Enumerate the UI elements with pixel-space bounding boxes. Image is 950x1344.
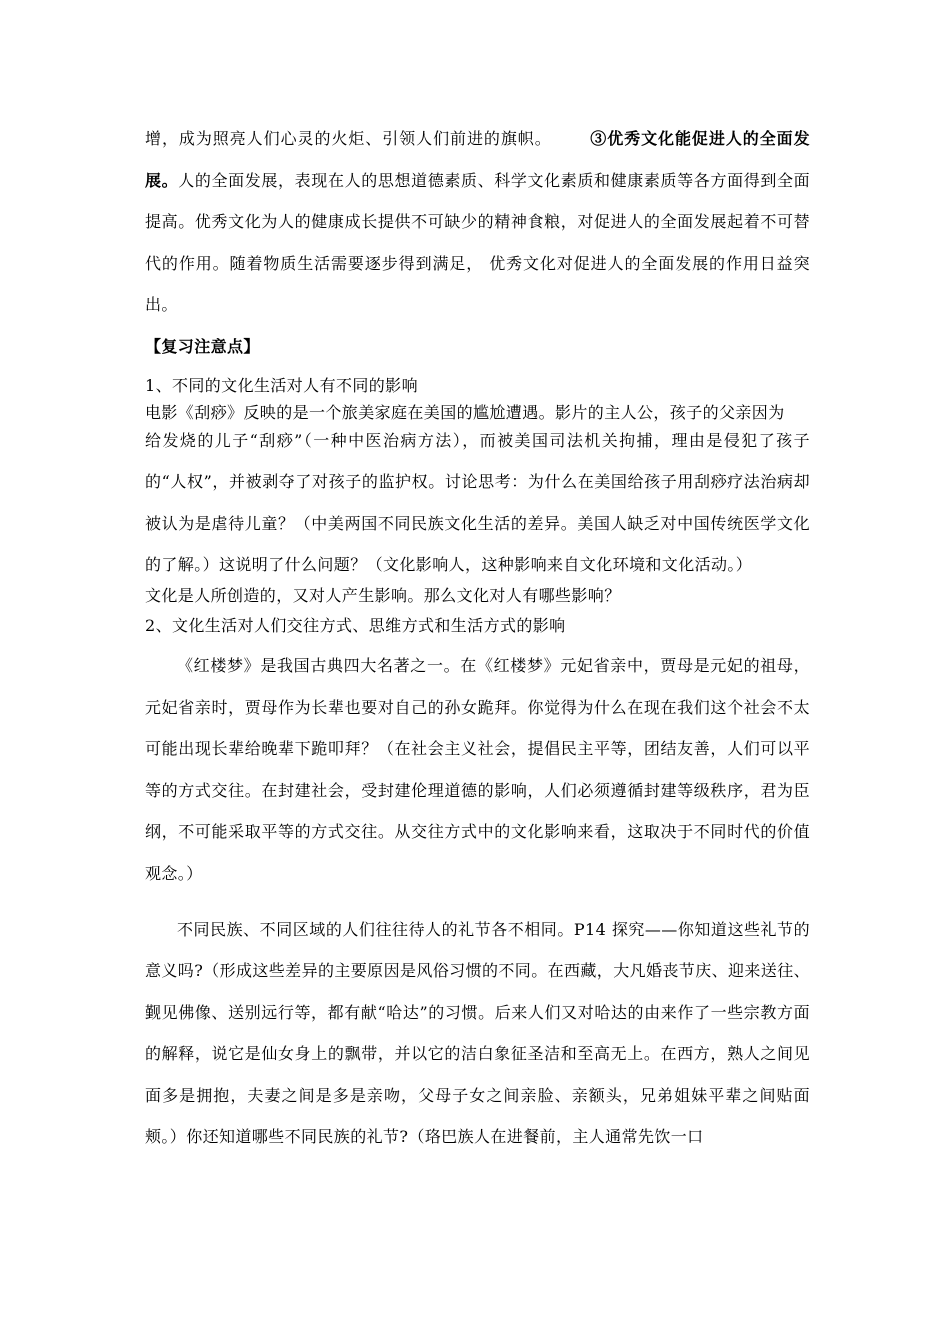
- paragraph-excellent-culture: [145, 118, 810, 326]
- paragraph-text: 增，成为照亮人们心灵的火炬、引领人们前进的旗帜。: [145, 129, 552, 148]
- section-1-title: 1、不同的文化生活对人有不同的影响: [145, 375, 418, 395]
- bold-key-point: ③优秀文化能促进人的全面发展。: [145, 129, 810, 190]
- paragraph-text: 人的全面发展，表现在人的思想道德素质、科学文化素质和健康素质等各方面得到全面提高。优秀文化为人的健康成长提供不可缺少的精神食粮，对促进人的全面发展起着不可替代的作用。随着物质生活需要逐步得到满足， 优秀文化对促进人的全面发展的作用日益突出。: [145, 170, 810, 315]
- section-2-paragraph-hongloumeng: 《红楼梦》是我国古典四大名著之一。在《红楼梦》元妃省亲中，贾母是元妃的祖母，元妃省亲时，贾母作为长辈也要对自己的孙女跪拜。你觉得为什么在现在我们这个社会不太可能出现长辈给晚辈下跪叩拜？（在社会主义社会，提倡民主平等，团结友善，人们可以平等的方式交往。在封建社会，受封建伦理道德的影响，人们必须遵循封建等级秩序，君为臣纲，不可能采取平等的方式交往。从交往方式中的文化影响来看，这取决于不同时代的价值观念。）: [145, 655, 810, 883]
- review-heading: 【复习注意点】: [145, 336, 260, 356]
- section-1-question: 文化是人所创造的，又对人产生影响。那么文化对人有哪些影响？: [145, 585, 621, 605]
- section-1-first-line: 电影《刮痧》反映的是一个旅美家庭在美国的尴尬遭遇。影片的主人公，孩子的父亲因为: [145, 402, 785, 422]
- section-1-body: 给发烧的儿子“刮痧”（一种中医治病方法），而被美国司法机关拘捕，理由是侵犯了孩子的“人权”，并被剥夺了对孩子的监护权。讨论思考：为什么在美国给孩子用刮痧疗法治病却被认为是虐待儿童？（中美两国不同民族文化生活的差异。美国人缺乏对中国传统医学文化的了解。）这说明了什么问题？（文化影响人，这种影响来自文化环境和文化活动。）: [145, 430, 810, 575]
- section-2-title: 2、文化生活对人们交往方式、思维方式和生活方式的影响: [145, 615, 566, 635]
- document-body: [145, 118, 810, 1158]
- section-2-paragraph-etiquette: 不同民族、不同区域的人们往往待人的礼节各不相同。P14 探究——你知道这些礼节的意义吗?（形成这些差异的主要原因是风俗习惯的不同。在西藏，大凡婚丧节庆、迎来送往、觐见佛像、送别远行等，都有献“哈达”的习惯。后来人们又对哈达的由来作了一些宗教方面的解释，说它是仙女身上的飘带，并以它的洁白象征圣洁和至高无上。在西方，熟人之间见面多是拥抱，夫妻之间是多是亲吻，父母子女之间亲脸、亲额头，兄弟姐妹平辈之间贴面颊。）你还知道哪些不同民族的礼节?（珞巴族人在进餐前，主人通常先饮一口: [145, 919, 810, 1147]
